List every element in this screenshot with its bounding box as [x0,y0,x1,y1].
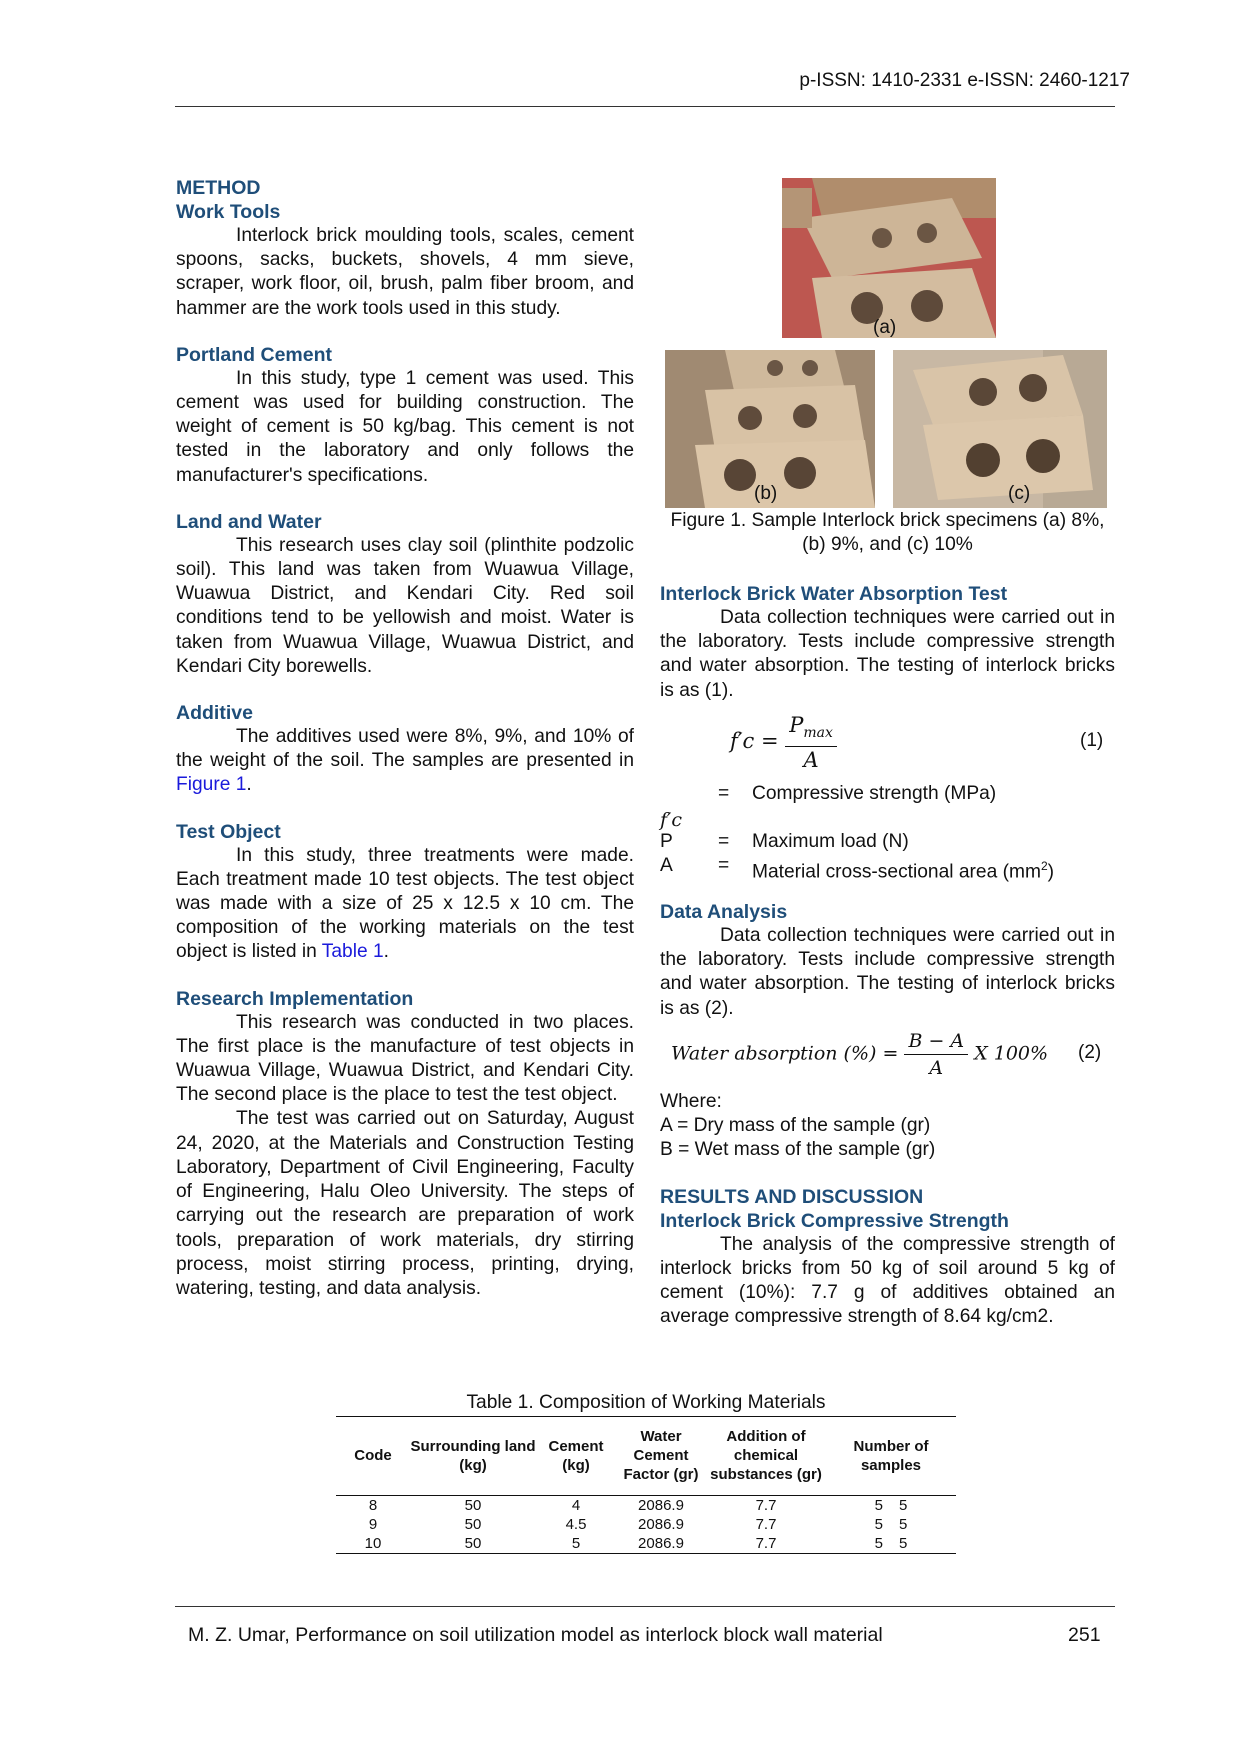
photo-c [893,350,1107,508]
heading-data-analysis: Data Analysis [660,901,788,923]
table-1 [336,1417,956,1554]
equation-2: Water absorption (%) = $\frac{B - A}{A}$ X 100% [671,1030,1049,1079]
section-results: RESULTS AND DISCUSSION [660,1185,924,1208]
th-chemical-substances: Addition of chemical substances (gr) [710,1428,822,1484]
definition-fc: f′c = Compressive strength (MPa) [660,783,997,831]
heading-land-water: Land and Water [176,510,322,533]
para-implementation-2: The test was carried out on Saturday, August 24, 2020, at the Materials and Construction Testing Laboratory, Department of Civil Engineering, Faculty of Engineering, Halu Oleo University. The steps of carrying out the research are preparation of work tools, preparation of work materials, dry stirring process, moist stirring process, printing, drying, watering, testing, and data analysis. [176,1108,634,1299]
para-land-water: This research uses clay soil (plinthite podzolic soil). This land was taken from Wuawua Village, Wuawua District, and Kendari City. Red soil conditions tend to be yellowish and moist. Water is taken from Wuawua Village, Wuawua District, and Kendari City borewells. [176,534,634,677]
right-column-bottom [660,1090,1115,1329]
label-c: (c) [1008,483,1031,504]
definition-a: A = Material cross-sectional area $(mm^2)$ [660,855,1055,883]
equation-1: f′c = $\frac{P_{max}}{A}$ [730,712,837,773]
left-column [176,176,634,1301]
where-b: B = Wet mass of the sample (gr) [660,1139,936,1161]
equation-1-number: (1) [1080,730,1104,751]
heading-compressive-strength: Interlock Brick Compressive Strength [660,1209,1009,1232]
figure-1-caption: Figure 1. Sample Interlock brick specimens (a) 8%, (b) 9%, and (c) 10% [670,510,1105,555]
heading-additive: Additive [176,702,253,725]
heading-test-object: Test Object [176,820,281,843]
table-row: 9 50 4.5 2086.9 7.7 5 5 [368,1515,908,1533]
where-a: A = Dry mass of the sample (gr) [660,1115,931,1137]
heading-water-absorption-test: Interlock Brick Water Absorption Test [660,583,1008,605]
issn-header: p-ISSN: 1410-2331 e-ISSN: 2460-1217 [799,70,1130,91]
definition-list [660,782,1115,883]
section-method: METHOD [176,177,261,199]
equation-2-number: (2) [1078,1042,1102,1063]
figure-1-link[interactable]: Figure 1 [176,774,247,796]
table-row: 8 50 4 2086.9 7.7 5 5 [368,1496,908,1514]
th-cement: Cement (kg) [548,1437,604,1474]
para-portland-cement: In this study, type 1 cement was used. This cement was used for building construction. The weight of cement is 50 kg/bag. This cement is not tested in the laboratory and only follows the manufacturer's specifications. [176,367,634,486]
table-1-link[interactable]: Table 1 [321,941,384,963]
photo-a [782,178,996,338]
para-additive: The additives used were 8%, 9%, and 10% of the weight of the soil. The samples are presented in Figure 1. [176,726,634,796]
heading-work-tools: Work Tools [176,201,281,223]
heading-research-implementation: Research Implementation [176,987,414,1010]
header-rule [175,106,1115,107]
para-test-object: In this study, three treatments were made. Each treatment made 10 test objects. The test object was made with a size of 25 x 12.5 x 10 cm. The composition of the working materials on the test object is listed in Table 1. [176,844,634,963]
th-water-cement-factor: Water Cement Factor (gr) [623,1428,699,1484]
para-implementation-1: This research was conducted in two places. The first place is the manufacture of test objects in Wuawua Village, Wuawua District, and Kendari City. The second place is the place to test the test object. [176,1011,634,1106]
label-b: (b) [754,483,778,504]
right-column-top [660,582,1115,703]
page-number: 251 [1068,1624,1101,1646]
para-data-analysis: Data collection techniques were carried out in the laboratory. Tests include compressive strength and water absorption. The testing of interlock bricks is as (2). [660,925,1115,1019]
label-a: (a) [873,317,897,338]
where-label: Where: [660,1091,722,1112]
table-row: 10 50 5 2086.9 7.7 5 5 [336,1534,956,1554]
para-compressive-strength: The analysis of the compressive strength of interlock bricks from 50 kg of soil around 5 kg of cement (10%): 7.7 g of additives obtained an average compressive strength of 8.64 kg/cm2. [660,1233,1115,1328]
para-water-absorption-test: Data collection techniques were carried out in the laboratory. Tests include compressive strength and water absorption. The testing of interlock bricks is as (1). [660,607,1115,701]
para-work-tools: Interlock brick moulding tools, scales, cement spoons, sacks, buckets, shovels, 4 mm sieve, scraper, work floor, oil, brush, palm fiber broom, and hammer are the work tools used in this study. [176,225,634,319]
heading-portland-cement: Portland Cement [176,343,333,366]
table-1-caption: Table 1. Composition of Working Materials [466,1392,826,1413]
th-code: Code [354,1447,392,1465]
footer-citation: M. Z. Umar, Performance on soil utilization model as interlock block wall material [188,1624,883,1646]
footer-rule [175,1606,1115,1607]
th-surrounding-land: Surrounding land (kg) [410,1437,536,1474]
right-column-mid [660,900,1115,1021]
definition-p: P = Maximum load (N) [660,831,909,852]
th-number-of-samples: Number of samples [853,1437,929,1474]
